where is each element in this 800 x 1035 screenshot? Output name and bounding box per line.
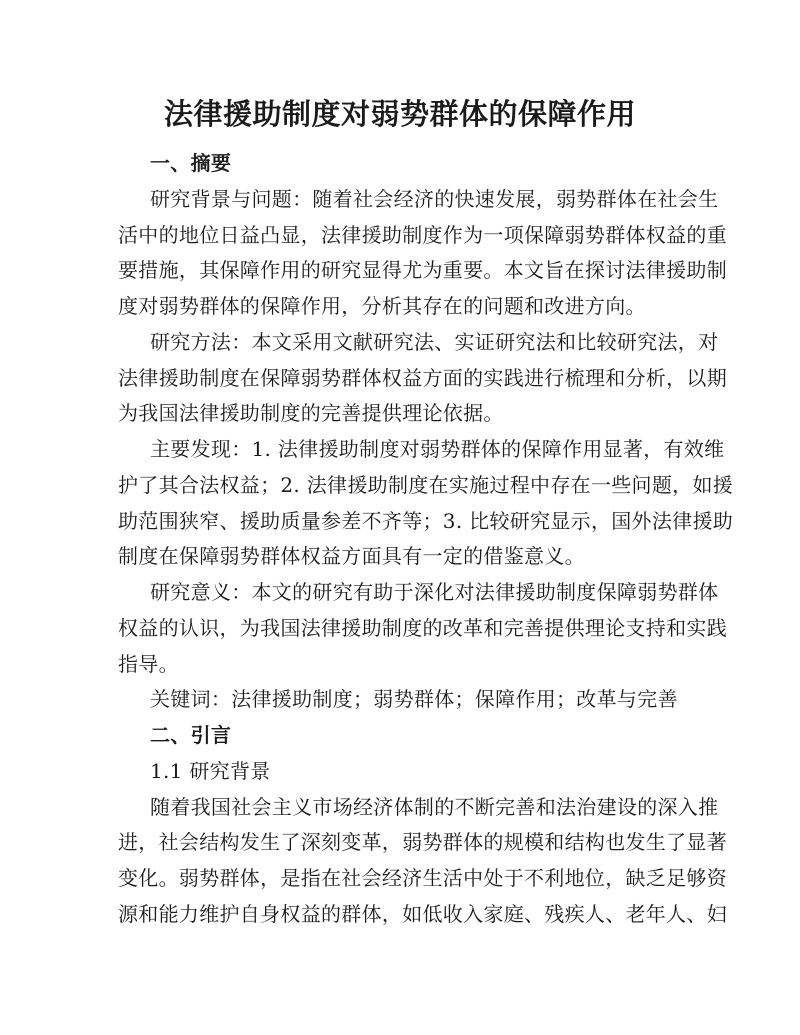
- text-line: 助范围狭窄、援助质量参差不齐等；3. 比较研究显示，国外法律援助: [118, 508, 734, 533]
- text-line: 法律援助制度在保障弱势群体权益方面的实践进行梳理和分析，以期: [118, 365, 727, 390]
- paragraph: [118, 432, 734, 575]
- text-line: 进，社会结构发生了深刻变革，弱势群体的规模和结构也发生了显著: [118, 830, 727, 855]
- text-line: 研究意义：本文的研究有助于深化对法律援助制度保障弱势群体: [150, 580, 719, 604]
- paragraph: [118, 790, 727, 933]
- text-line: 1.1 研究背景: [150, 758, 271, 783]
- paragraph: [118, 754, 686, 790]
- text-line: 研究背景与问题：随着社会经济的快速发展，弱势群体在社会生: [150, 186, 719, 211]
- document-title: 法律援助制度对弱势群体的保障作用: [163, 97, 636, 131]
- text-line: 活中的地位日益凸显，法律援助制度作为一项保障弱势群体权益的重: [118, 222, 727, 247]
- text-line: 制度在保障弱势群体权益方面具有一定的借鉴意义。: [118, 544, 585, 569]
- text-line: 指导。: [118, 651, 179, 676]
- paragraph: [118, 182, 727, 325]
- section-heading: [118, 718, 686, 754]
- text-line: 主要发现：1. 法律援助制度对弱势群体的保障作用显著，有效维: [150, 437, 725, 461]
- text-line: 二、引言: [150, 723, 232, 747]
- section-heading: [118, 146, 686, 182]
- text-line: 度对弱势群体的保障作用，分析其存在的问题和改进方向。: [118, 294, 646, 318]
- text-line: 关键词：法律援助制度；弱势群体；保障作用；改革与完善: [150, 687, 678, 712]
- text-line: 随着我国社会主义市场经济体制的不断完善和法治建设的深入推: [150, 794, 719, 819]
- text-line: 护了其合法权益；2. 法律援助制度在实施过程中存在一些问题，如援: [118, 472, 734, 497]
- text-line: 变化。弱势群体，是指在社会经济生活中处于不利地位，缺乏足够资: [118, 866, 727, 890]
- text-line: 为我国法律援助制度的完善提供理论依据。: [118, 401, 504, 426]
- text-line: 要措施，其保障作用的研究显得尤为重要。本文旨在探讨法律援助制: [118, 258, 727, 283]
- document-body: [118, 146, 734, 933]
- text-line: 研究方法：本文采用文献研究法、实证研究法和比较研究法，对: [150, 329, 719, 354]
- paragraph: [118, 575, 727, 682]
- text-line: 权益的认识，为我国法律援助制度的改革和完善提供理论支持和实践: [118, 615, 727, 640]
- text-line: 一、摘要: [150, 151, 232, 175]
- text-line: 源和能力维护自身权益的群体，如低收入家庭、残疾人、老年人、妇: [118, 901, 727, 926]
- paragraph: [118, 682, 686, 718]
- paragraph: [118, 325, 727, 432]
